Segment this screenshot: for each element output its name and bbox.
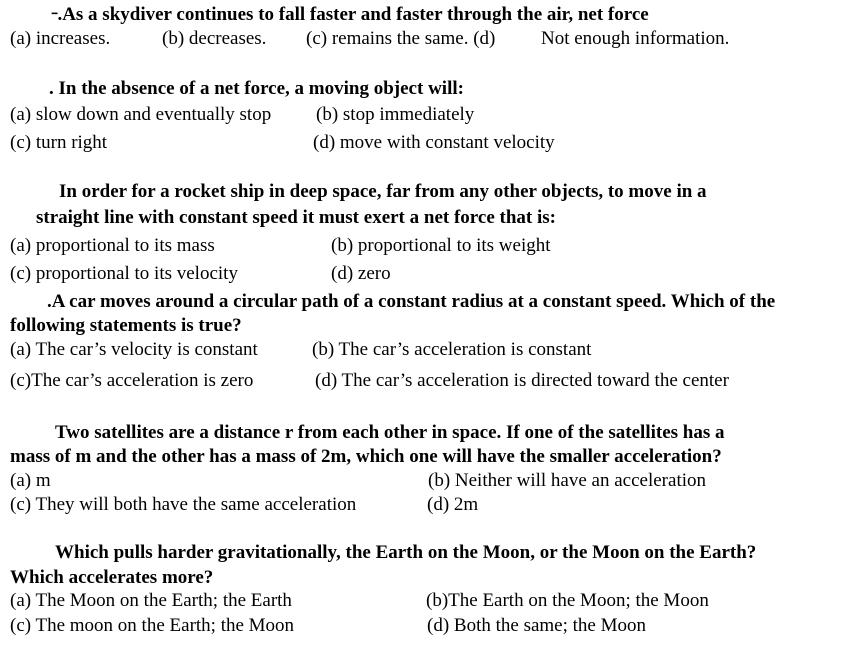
question-6-stem-line-1: Which pulls harder gravitationally, the Earth on the Moon, or the Moon on the Earth?	[55, 542, 757, 563]
question-3-option-b: (b) proportional to its weight	[331, 235, 551, 256]
question-6-option-b: (b)The Earth on the Moon; the Moon	[426, 590, 709, 611]
question-4-option-a: (a) The car’s velocity is constant	[10, 339, 258, 360]
question-2-option-b: (b) stop immediately	[316, 104, 475, 125]
question-2-option-d: (d) move with constant velocity	[313, 132, 555, 153]
question-6-option-a: (a) The Moon on the Earth; the Earth	[10, 590, 292, 611]
question-6-option-d: (d) Both the same; the Moon	[427, 615, 646, 636]
question-6-stem-line-2: Which accelerates more?	[10, 567, 214, 588]
question-2-option-a: (a) slow down and eventually stop	[10, 104, 272, 125]
question-2-option-c: (c) turn right	[10, 132, 108, 153]
question-5-option-c: (c) They will both have the same acceleration	[10, 494, 357, 515]
question-5-stem-line-1: Two satellites are a distance r from each other in space. If one of the satellites has a	[55, 422, 725, 443]
question-5-option-b: (b) Neither will have an acceleration	[428, 470, 706, 491]
question-4-option-b: (b) The car’s acceleration is constant	[312, 339, 592, 360]
question-4-option-d: (d) The car’s acceleration is directed toward the center	[315, 370, 729, 391]
question-2-stem: . In the absence of a net force, a moving object will:	[49, 78, 464, 99]
question-1-option-d: Not enough information.	[541, 28, 730, 49]
question-3-option-d: (d) zero	[331, 263, 391, 284]
question-1-stem: ╶.As a skydiver continues to fall faster and faster through the air, net force	[46, 4, 649, 25]
question-4-stem-line-1: .A car moves around a circular path of a constant radius at a constant speed. Which of the	[47, 291, 776, 312]
question-5-stem-line-2: mass of m and the other has a mass of 2m, which one will have the smaller acceleration?	[10, 446, 722, 467]
question-1-option-b: (b) decreases.	[162, 28, 267, 49]
question-4-stem-line-2: following statements is true?	[10, 315, 242, 336]
question-1-option-a: (a) increases.	[10, 28, 111, 49]
question-1-option-c: (c) remains the same. (d)	[306, 28, 496, 49]
question-3-stem-line-2: straight line with constant speed it must exert a net force that is:	[36, 207, 556, 228]
question-6-option-c: (c) The moon on the Earth; the Moon	[10, 615, 295, 636]
question-4-option-c: (c)The car’s acceleration is zero	[10, 370, 254, 391]
question-5-option-d: (d) 2m	[427, 494, 479, 515]
question-3-option-c: (c) proportional to its velocity	[10, 263, 238, 284]
question-3-stem-line-1: In order for a rocket ship in deep space, far from any other objects, to move in a	[59, 181, 707, 202]
question-5-option-a: (a) m	[10, 470, 51, 491]
question-3-option-a: (a) proportional to its mass	[10, 235, 215, 256]
